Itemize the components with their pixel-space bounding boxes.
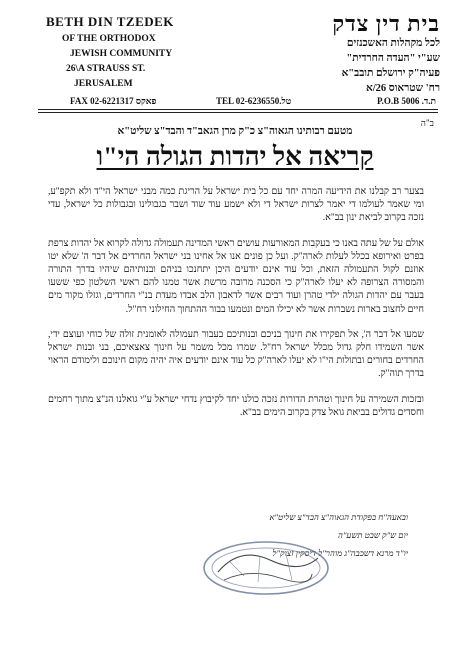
body-paragraph: שמעו אל דבר ה', אל תפקירו את חינוך בניכם ובנותיכם בעבור תעמולה לאומנית זולה של כוחי ועוצם ידי, אשר השמידו חלק גדול מכלל ישראל רח"ל. שמרו מכל משמר על חינוך צאצאיכם, בני ובנות ישראל החרדים בחורים ובתולות הי"ו לא יעלו לארה"ק כל עוד אינם יודעים איה יהיה מקום חינוכם ולימודם הראוי בדרך תוה"ק. [48, 329, 424, 380]
fax-number: FAX 02-6221317 פאקס [70, 96, 157, 106]
letterhead-english [42, 14, 212, 92]
letter-body [48, 186, 424, 432]
org-line-hebrew: שע"י "העדה החרדית" [346, 53, 440, 64]
address-line: 26\A STRAUSS ST. [66, 64, 146, 74]
header-rule [38, 112, 438, 113]
city-line: JERUSALEM [74, 79, 133, 89]
phone-number: TEL 02-6236550.טל [216, 96, 292, 106]
date-line: יום ש"ק שבט תשע"ה [337, 530, 408, 540]
address-line-hebrew: רח' שטראוס 26/א [365, 83, 440, 94]
body-paragraph: בצער רב קבלנו את הידיעה המרה יחד עם כל בית ישראל על הריגת כמה מבני ישראל הי"ד ולא תקפ"ע, ומי שאמר לעולמו די יאמר לצרות ישראל די ולא ישמע עוד שוד ושבר בגבולינו ובגבולות כל ישראל, עדי נזכה בקרוב לביאת ינון בב"א. [48, 187, 424, 224]
letter-title: קריאה אל יהדות הגולה הי"ו [96, 142, 374, 171]
body-paragraph: אולם על של עתה באנו כי בעקבות המאורעות עושים ראשי המדינה תעמולה גדולה לקרוא אל יהדות צרפת בפרט ואירופא בכלל לעלות לארה"ק. ועל כן פונים אנו אל אחינו בני ישראל החרדים אל דבר ה' שלא יטו אוזנם לקול התעמולה הזאת, וכל עוד אינם יודעים היכן יתחנכו בניהם ובנותיהם שיהיו בדרך התורה והמסורה הצרופה לא יעלו לארה"ק כי הסכנה מרובה מרשת אשר טמנו להם ראשי השלטון כפי ששעו בעבר עם יהדות הגולה ילדי טהרן ועוד רבים אשר לדאבון הלב אבדו מעדת בנ"י החרדים, וגזלו מקור מים חיים לחצוב בארות נשברות אשר לא יכילו המים ונטמעו בבור ההתחוך החילוני רח"ל. [48, 238, 424, 315]
letter-subtitle: מטעם רבותינו הגאוה"צ כ"ק מרן הגאב"ד והבד"צ שליט"א [117, 126, 353, 137]
po-box: ת.ד. P.O.B 5006 [376, 96, 436, 106]
body-paragraph: ובזכות השמירה על חינוך וטהרת הדורות נזכה כולנו יחד לקיבוץ נדחי ישראל ע"י גואלנו הנ"צ מתוך רחמים וחסדים גדולים בביאת גואל צדק בקרוב הימים בב"א. [48, 394, 424, 418]
bh-mark: ב"ה [420, 118, 434, 128]
org-line-hebrew: לכל מקהלות האשכנזים [346, 38, 440, 49]
org-line-hebrew: פעיה"ק ירושלם תובב"א [341, 68, 440, 79]
org-line: OF THE ORTHODOX [62, 34, 156, 44]
org-line: JEWISH COMMUNITY [70, 49, 173, 59]
letterhead-hebrew [250, 12, 440, 96]
signature-line: יו"ד מרנא דשכבה"ג מוהר"ל דיסקין זצוק"ל [272, 548, 408, 558]
org-name-english: BETH DIN TZEDEK [46, 14, 174, 29]
signature-line: ובאעה"ח בפקודת הגאוה"צ הבד"צ שליט"א [269, 512, 408, 522]
court-stamp [200, 538, 332, 598]
header-rule [38, 109, 438, 110]
org-name-hebrew: בית דין צדק [332, 11, 440, 36]
